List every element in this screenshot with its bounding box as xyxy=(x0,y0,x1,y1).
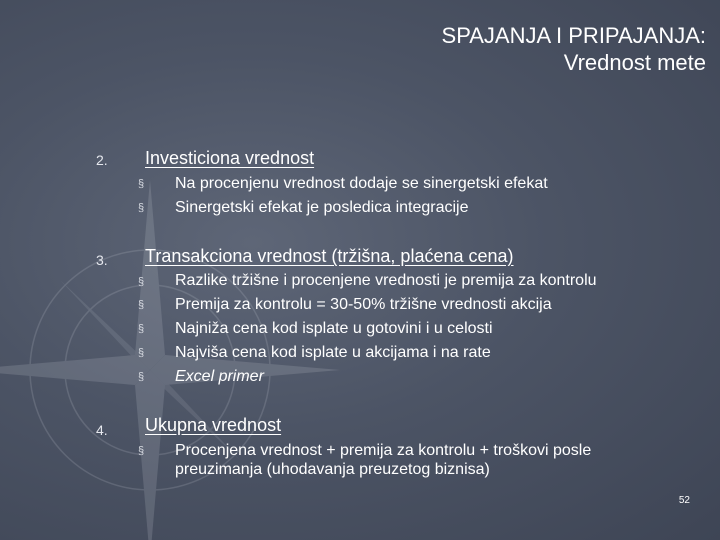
bullet-text: Excel primer xyxy=(175,368,264,385)
bullet-icon: § xyxy=(138,347,145,359)
section-number: 4. xyxy=(96,422,108,438)
bullet-text: Premija za kontrolu = 30-50% tržišne vrednosti akcija xyxy=(175,296,552,313)
bullet-text: Najniža cena kod isplate u gotovini i u celosti xyxy=(175,320,493,337)
bullet-text: Sinergetski efekat je posledica integracije xyxy=(175,199,469,216)
bullet-icon: § xyxy=(138,323,145,335)
bullet-icon: § xyxy=(138,276,145,288)
page-number: 52 xyxy=(678,495,690,506)
section-number: 2. xyxy=(96,152,108,168)
bullet-text: Razlike tržišne i procenjene vrednosti je premija za kontrolu xyxy=(175,272,597,289)
bullet-icon: § xyxy=(138,178,145,190)
title-line-2: Vrednost mete xyxy=(563,50,706,75)
bullet-icon: § xyxy=(138,445,145,457)
bullet-icon: § xyxy=(138,202,145,214)
section-heading: Transakciona vrednost (tržišna, plaćena cena) xyxy=(145,246,514,266)
bullet-text: Najviša cena kod isplate u akcijama i na rate xyxy=(175,344,491,361)
bullet-text: Na procenjenu vrednost dodaje se sinergetski efekat xyxy=(175,175,548,192)
bullet-icon: § xyxy=(138,371,145,383)
slide-title xyxy=(442,22,706,76)
section-heading: Ukupna vrednost xyxy=(145,415,282,435)
bullet-text: Procenjena vrednost + premija za kontrolu + troškovi posle preuzimanja (uhodavanja preuzetog biznisa) xyxy=(175,442,592,478)
section-heading: Investiciona vrednost xyxy=(145,148,315,168)
bullet-icon: § xyxy=(138,299,145,311)
title-line-1: SPAJANJA I PRIPAJANJA: xyxy=(441,23,706,48)
section-number: 3. xyxy=(96,252,108,268)
